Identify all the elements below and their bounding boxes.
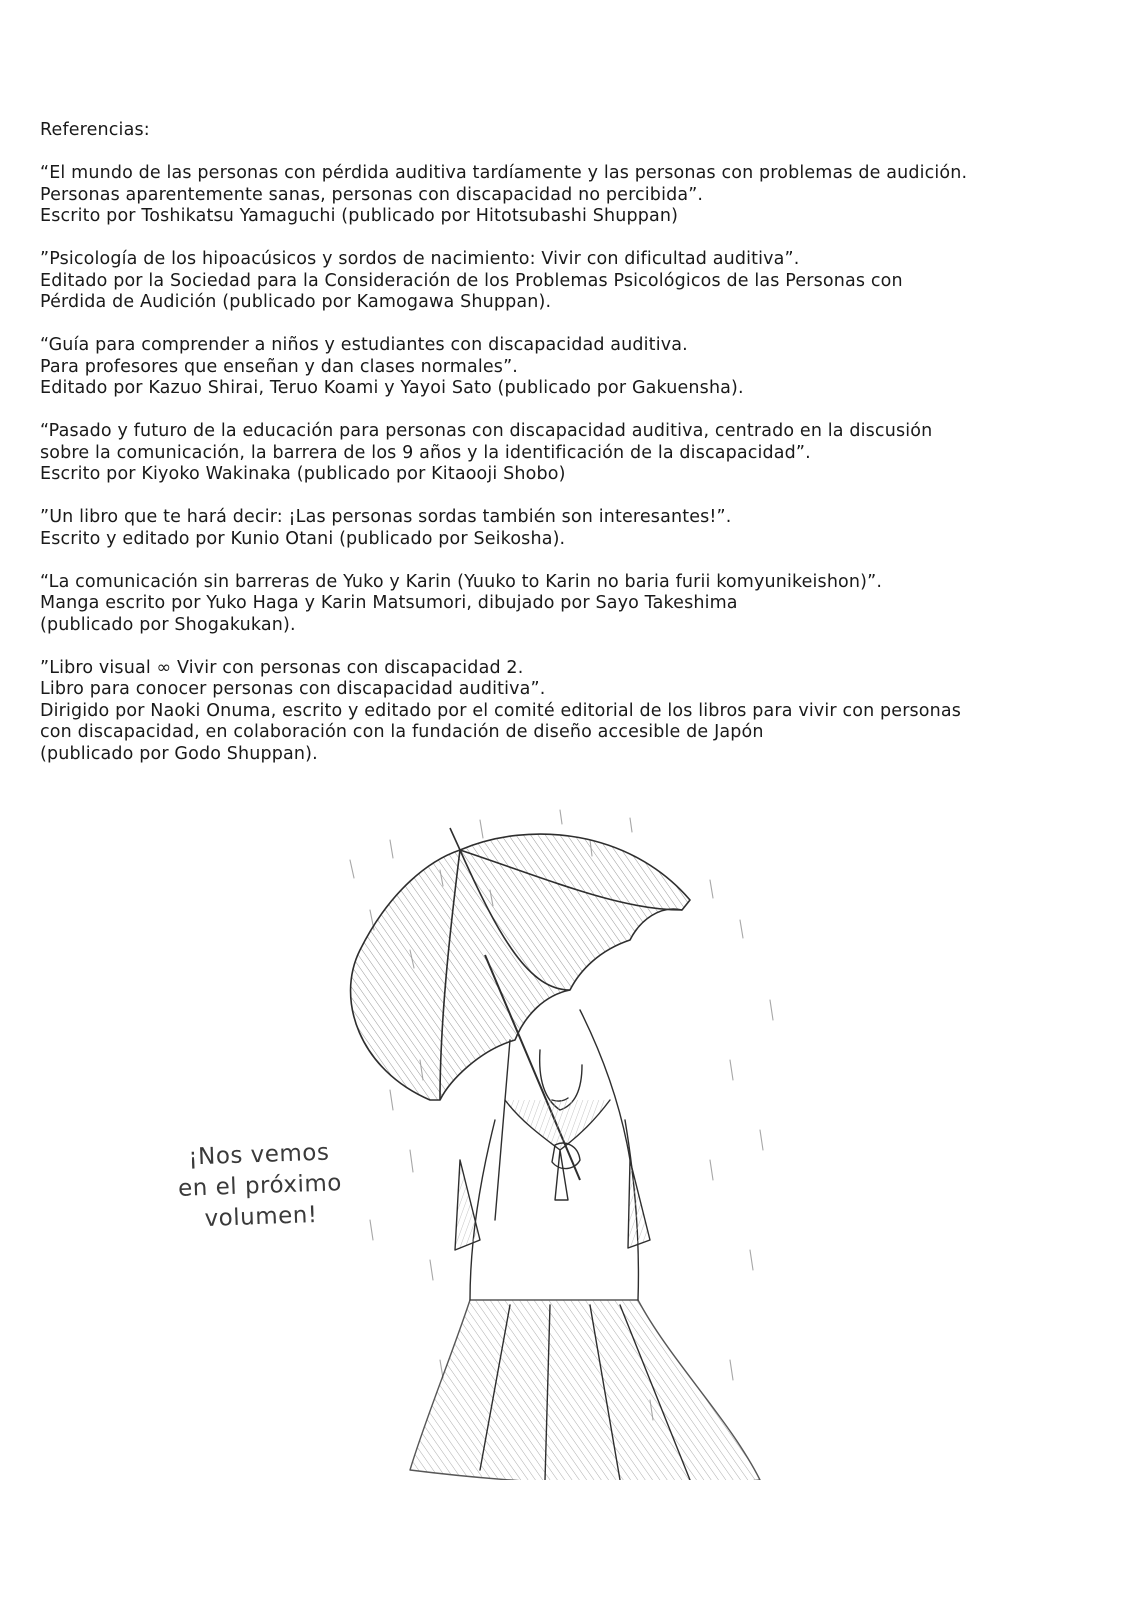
- references-section: [40, 120, 1090, 787]
- references-heading: Referencias:: [40, 120, 150, 140]
- reference-line: “La comunicación sin barreras de Yuko y Karin (Yuuko to Karin no baria furii komyunikeishon)”.: [40, 571, 883, 592]
- reference-line: “Pasado y futuro de la educación para personas con discapacidad auditiva, centrado en la discusión: [40, 421, 933, 441]
- handwritten-caption: [158, 1137, 361, 1237]
- reference-entry: [40, 658, 1090, 766]
- reference-line: Editado por la Sociedad para la Consideración de los Problemas Psicológicos de las Personas con: [40, 270, 903, 291]
- reference-line: sobre la comunicación, la barrera de los 9 años y la identificación de la discapacidad”.: [40, 442, 811, 463]
- girl-with-umbrella-illustration: [330, 800, 800, 1480]
- reference-line: con discapacidad, en colaboración con la fundación de diseño accesible de Japón: [40, 722, 764, 742]
- reference-line: “Guía para comprender a niños y estudiantes con discapacidad auditiva.: [40, 335, 688, 355]
- reference-line: Escrito y editado por Kunio Otani (publicado por Seikosha).: [40, 528, 566, 549]
- reference-line: ”Libro visual ∞ Vivir con personas con discapacidad 2.: [40, 657, 524, 678]
- reference-line: ”Un libro que te hará decir: ¡Las personas sordas también son interesantes!”.: [40, 507, 732, 527]
- reference-line: (publicado por Godo Shuppan).: [40, 743, 318, 764]
- reference-entry: [40, 163, 1090, 228]
- reference-entry: [40, 335, 1090, 400]
- reference-line: Pérdida de Audición (publicado por Kamogawa Shuppan).: [40, 292, 552, 312]
- girl-figure: [410, 1010, 760, 1480]
- caption-line: en el próximo: [177, 1170, 343, 1202]
- reference-entry: [40, 249, 1090, 314]
- reference-entry: [40, 421, 1090, 486]
- caption-line: volumen!: [204, 1202, 318, 1232]
- umbrella: [351, 828, 690, 1100]
- reference-line: Escrito por Kiyoko Wakinaka (publicado por Kitaooji Shobo): [40, 464, 566, 484]
- caption-line: ¡Nos vemos: [187, 1139, 330, 1171]
- reference-line: (publicado por Shogakukan).: [40, 614, 296, 635]
- reference-line: Dirigido por Naoki Onuma, escrito y editado por el comité editorial de los libros para vivir con personas: [40, 700, 962, 721]
- reference-entry: [40, 572, 1090, 637]
- reference-line: “El mundo de las personas con pérdida auditiva tardíamente y las personas con problemas de audición.: [40, 163, 968, 183]
- reference-line: ”Psicología de los hipoacúsicos y sordos de nacimiento: Vivir con dificultad auditiva”.: [40, 249, 800, 269]
- reference-line: Manga escrito por Yuko Haga y Karin Matsumori, dibujado por Sayo Takeshima: [40, 593, 738, 613]
- reference-line: Para profesores que enseñan y dan clases normales”.: [40, 356, 519, 377]
- reference-line: Editado por Kazuo Shirai, Teruo Koami y Yayoi Sato (publicado por Gakuensha).: [40, 378, 744, 398]
- reference-line: Libro para conocer personas con discapacidad auditiva”.: [40, 679, 546, 699]
- reference-entry: [40, 507, 1090, 550]
- reference-line: Escrito por Toshikatsu Yamaguchi (publicado por Hitotsubashi Shuppan): [40, 206, 679, 226]
- reference-line: Personas aparentemente sanas, personas con discapacidad no percibida”.: [40, 184, 704, 205]
